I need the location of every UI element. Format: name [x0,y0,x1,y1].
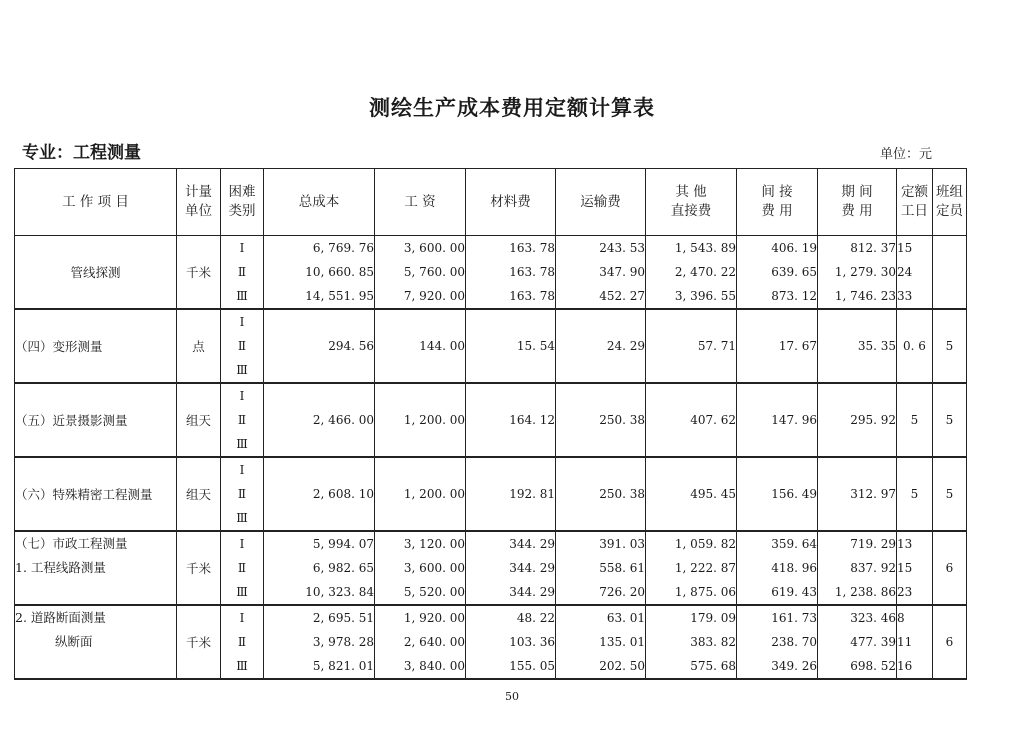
header-total: 总成本 [264,169,375,236]
period-cell: 812. 37 1, 279. 30 1, 746. 23 [818,236,897,310]
item-name: 管线探测 [15,236,177,310]
wage-cell: 1, 920. 00 2, 640. 00 3, 840. 00 [375,605,466,679]
other-direct-cell: 407. 62 [646,383,737,457]
unit-cell: 千米 [177,531,221,605]
class-cell: Ⅰ Ⅱ Ⅲ [221,236,264,310]
header-item: 工 作 项 目 [15,169,177,236]
table-header-row [15,169,967,236]
wage-cell: 1, 200. 00 [375,383,466,457]
staff-cell: 6 [933,531,967,605]
class-cell: Ⅰ Ⅱ Ⅲ [221,457,264,531]
other-direct-cell: 495. 45 [646,457,737,531]
total-cell: 6, 769. 76 10, 660. 85 14, 551. 95 [264,236,375,310]
unit-cell: 千米 [177,236,221,310]
header-period: 期 间 费 用 [818,169,897,236]
transport-cell: 250. 38 [556,383,646,457]
table-row [15,531,967,605]
header-wage: 工 资 [375,169,466,236]
table-row [15,457,967,531]
total-cell: 2, 466. 00 [264,383,375,457]
period-cell: 719. 29 837. 92 1, 238. 86 [818,531,897,605]
total-cell: 2, 695. 51 3, 978. 28 5, 821. 01 [264,605,375,679]
class-cell: Ⅰ Ⅱ Ⅲ [221,309,264,383]
header-unit: 计量 单位 [177,169,221,236]
period-cell: 35. 35 [818,309,897,383]
table-row [15,383,967,457]
period-cell: 295. 92 [818,383,897,457]
other-direct-cell: 57. 71 [646,309,737,383]
header-other-direct: 其 他 直接费 [646,169,737,236]
table-row [15,236,967,310]
other-direct-cell: 1, 059. 82 1, 222. 87 1, 875. 06 [646,531,737,605]
page-number: 50 [505,690,519,703]
class-cell: Ⅰ Ⅱ Ⅲ [221,531,264,605]
indirect-cell: 161. 73 238. 70 349. 26 [737,605,818,679]
header-transport: 运输费 [556,169,646,236]
unit-cell: 千米 [177,605,221,679]
period-cell: 323. 46 477. 39 698. 52 [818,605,897,679]
header-quota: 定额 工日 [897,169,933,236]
indirect-cell: 147. 96 [737,383,818,457]
table-row [15,605,967,679]
class-cell: Ⅰ Ⅱ Ⅲ [221,605,264,679]
total-cell: 5, 994. 07 6, 982. 65 10, 323. 84 [264,531,375,605]
quota-cell: 0. 6 [897,309,933,383]
page-title: 测绘生产成本费用定额计算表 [369,96,655,120]
unit-cell: 点 [177,309,221,383]
transport-cell: 63. 01 135. 01 202. 50 [556,605,646,679]
unit-label: 单位：元 [879,147,932,162]
specialty-label: 专业：工程测量 [22,143,141,163]
indirect-cell: 156. 49 [737,457,818,531]
wage-cell: 3, 600. 00 5, 760. 00 7, 920. 00 [375,236,466,310]
material-cell: 163. 78 163. 78 163. 78 [466,236,556,310]
period-cell: 312. 97 [818,457,897,531]
cost-table [14,168,967,680]
transport-cell: 243. 53 347. 90 452. 27 [556,236,646,310]
quota-cell: 8 11 16 [897,605,933,679]
item-name: （四）变形测量 [15,309,177,383]
staff-cell: 5 [933,309,967,383]
staff-cell: 6 [933,605,967,679]
quota-cell: 13 15 23 [897,531,933,605]
staff-cell: 5 [933,457,967,531]
indirect-cell: 406. 19 639. 65 873. 12 [737,236,818,310]
header-difficulty: 困难 类别 [221,169,264,236]
quota-cell: 5 [897,457,933,531]
material-cell: 164. 12 [466,383,556,457]
header-indirect: 间 接 费 用 [737,169,818,236]
indirect-cell: 17. 67 [737,309,818,383]
quota-cell: 5 [897,383,933,457]
header-material: 材料费 [466,169,556,236]
material-cell: 344. 29 344. 29 344. 29 [466,531,556,605]
staff-cell: 5 [933,383,967,457]
wage-cell: 1, 200. 00 [375,457,466,531]
indirect-cell: 359. 64 418. 96 619. 43 [737,531,818,605]
table-row [15,309,967,383]
wage-cell: 144. 00 [375,309,466,383]
total-cell: 294. 56 [264,309,375,383]
transport-cell: 24. 29 [556,309,646,383]
item-name: （五）近景摄影测量 [15,383,177,457]
quota-cell: 15 24 33 [897,236,933,310]
total-cell: 2, 608. 10 [264,457,375,531]
class-cell: Ⅰ Ⅱ Ⅲ [221,383,264,457]
unit-cell: 组天 [177,457,221,531]
unit-cell: 组天 [177,383,221,457]
transport-cell: 391. 03 558. 61 726. 20 [556,531,646,605]
other-direct-cell: 1, 543. 89 2, 470. 22 3, 396. 55 [646,236,737,310]
material-cell: 192. 81 [466,457,556,531]
transport-cell: 250. 38 [556,457,646,531]
item-name: （六）特殊精密工程测量 [15,457,177,531]
staff-cell [933,236,967,310]
item-name: （七）市政工程测量 1. 工程线路测量 [15,531,177,605]
material-cell: 48. 22 103. 36 155. 05 [466,605,556,679]
material-cell: 15. 54 [466,309,556,383]
other-direct-cell: 179. 09 383. 82 575. 68 [646,605,737,679]
wage-cell: 3, 120. 00 3, 600. 00 5, 520. 00 [375,531,466,605]
item-name: 2. 道路断面测量 纵断面 [15,605,177,679]
header-staff: 班组 定员 [933,169,967,236]
